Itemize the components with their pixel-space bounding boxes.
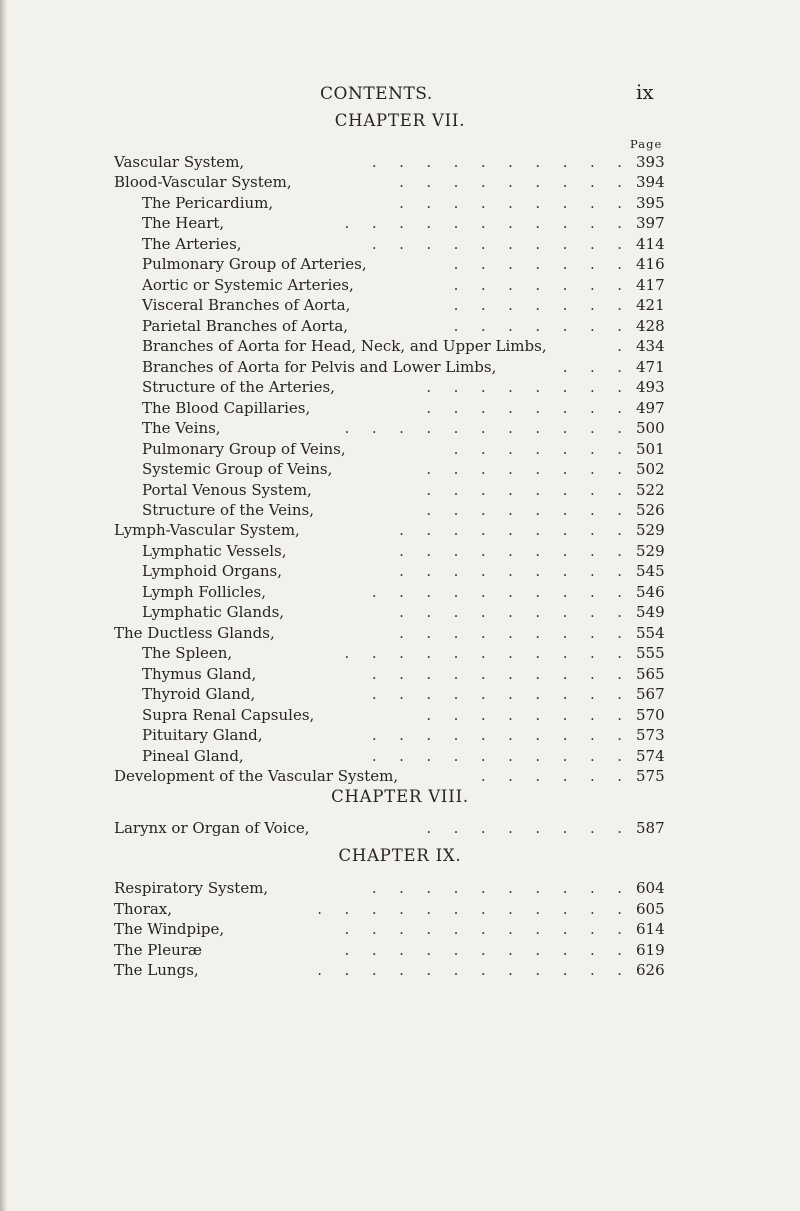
entry-page-number: 393 — [636, 153, 665, 171]
dot-leader: . . . . . . . — [453, 316, 622, 335]
entry-title: Pulmonary Group of Veins, — [142, 439, 346, 458]
entry-page-number: 529 — [636, 541, 665, 560]
entry-page-number: 397 — [636, 214, 665, 233]
entry-page-number: 614 — [636, 920, 665, 938]
toc-entry — [0, 663, 800, 685]
entry-title: Lymphatic Vessels, — [142, 541, 287, 560]
entry-page-number: 605 — [636, 899, 665, 918]
dot-leader: . . . — [562, 357, 622, 376]
entry-page-number: 421 — [636, 296, 665, 315]
toc-entry — [0, 397, 800, 419]
entry-title: Pineal Gland, — [142, 746, 244, 765]
entry-title: The Pleuræ — [114, 940, 203, 959]
dot-leader: . . . . . . . . . — [399, 562, 622, 581]
dot-leader: . . . . . . . . . . . — [344, 419, 622, 438]
entry-page-number: 395 — [636, 193, 665, 212]
chapter-heading: CHAPTER VIII. — [331, 787, 469, 806]
toc-entry — [0, 335, 800, 357]
entry-page-number: 529 — [636, 521, 665, 540]
entry-title: Lymph-Vascular System, — [114, 521, 300, 540]
entry-title: Thymus Gland, — [142, 664, 257, 683]
dot-leader: . . . . . . . . — [426, 705, 622, 724]
entry-title: Lymphoid Organs, — [142, 562, 282, 581]
entry-title: Structure of the Arteries, — [142, 378, 335, 397]
dot-leader: . . . . . . . . . . . — [344, 214, 622, 233]
entry-page-number: 471 — [636, 357, 665, 376]
entry-page-number: 604 — [636, 879, 665, 897]
entry-title: The Spleen, — [142, 644, 233, 663]
toc-entry — [0, 622, 800, 644]
entry-page-number: 570 — [636, 705, 665, 724]
entry-page-number: 502 — [636, 460, 665, 479]
entry-page-number: 575 — [636, 767, 665, 786]
entry-title: Vascular System, — [114, 153, 245, 171]
dot-leader: . . . . . . . . . — [399, 603, 622, 622]
dot-leader: . . . . . . . . — [426, 819, 622, 837]
toc-entry — [0, 253, 800, 275]
entry-page-number: 567 — [636, 685, 665, 704]
entry-page-number: 546 — [636, 582, 665, 601]
chapter-heading: CHAPTER VII. — [334, 111, 466, 130]
entry-page-number: 501 — [636, 439, 665, 458]
entry-title: Lymphatic Glands, — [142, 603, 285, 622]
entry-page-number: 500 — [636, 419, 665, 438]
toc-entry — [0, 724, 800, 746]
entry-page-number: 417 — [636, 275, 665, 294]
entry-page-number: 428 — [636, 316, 665, 335]
dot-leader: . . . . . . . . . . — [371, 746, 622, 765]
dot-leader: . . . . . . . . . . — [371, 582, 622, 601]
chapter-heading: CHAPTER IX. — [338, 846, 462, 865]
toc-entry — [0, 959, 800, 981]
toc-entry — [0, 212, 800, 234]
dot-leader: . . . . . . . . . . . — [344, 920, 622, 938]
entry-page-number: 394 — [636, 173, 665, 192]
entry-title: The Heart, — [142, 214, 225, 233]
dot-leader: . . . . . . . . — [426, 500, 622, 519]
toc-entry — [0, 939, 800, 961]
dot-leader: . . . . . . . . . — [399, 173, 622, 192]
entry-title: Pituitary Gland, — [142, 726, 263, 745]
entry-page-number: 554 — [636, 623, 665, 642]
toc-entry — [0, 458, 800, 480]
toc-entry — [0, 233, 800, 255]
dot-leader: . . . . . . . . . . — [371, 153, 622, 171]
dot-leader: . . . . . . . . . . . . — [317, 961, 622, 979]
entry-title: Aortic or Systemic Arteries, — [142, 275, 354, 294]
entry-title: Branches of Aorta for Pelvis and Lower Limbs, — [142, 357, 497, 376]
entry-page-number: 493 — [636, 378, 665, 397]
dot-leader: . . . . . . . — [453, 296, 622, 315]
toc-entry — [0, 274, 800, 296]
entry-page-number: 565 — [636, 664, 665, 683]
dot-leader: . . . . . . . . . . . . — [317, 899, 622, 918]
page-column-label: Page — [630, 137, 663, 151]
entry-title: The Blood Capillaries, — [142, 398, 311, 417]
entry-title: Visceral Branches of Aorta, — [142, 296, 351, 315]
entry-title: Development of the Vascular System, — [114, 767, 399, 786]
dot-leader: . — [617, 337, 622, 356]
entry-title: Parietal Branches of Aorta, — [142, 316, 349, 335]
dot-leader: . . . . . . . . . — [399, 193, 622, 212]
entry-page-number: 549 — [636, 603, 665, 622]
toc-entry — [0, 499, 800, 521]
page-number: ix — [636, 80, 654, 104]
entry-page-number: 555 — [636, 644, 665, 663]
entry-page-number: 626 — [636, 961, 665, 979]
toc-entry — [0, 683, 800, 705]
toc-entry — [0, 356, 800, 378]
entry-page-number: 545 — [636, 562, 665, 581]
entry-title: The Arteries, — [142, 234, 242, 253]
toc-entry — [0, 540, 800, 562]
toc-entry — [0, 519, 800, 541]
toc-entry — [0, 601, 800, 623]
toc-entry — [0, 151, 800, 173]
entry-title: Blood-Vascular System, — [114, 173, 292, 192]
dot-leader: . . . . . . . — [453, 439, 622, 458]
toc-entry — [0, 704, 800, 726]
dot-leader: . . . . . . . . — [426, 480, 622, 499]
entry-page-number: 414 — [636, 234, 665, 253]
dot-leader: . . . . . . . . . — [399, 623, 622, 642]
toc-entry — [0, 438, 800, 460]
dot-leader: . . . . . . . . . — [399, 541, 622, 560]
dot-leader: . . . . . . . . — [426, 378, 622, 397]
dot-leader: . . . . . . — [480, 767, 622, 786]
dot-leader: . . . . . . . . — [426, 398, 622, 417]
dot-leader: . . . . . . . . . . — [371, 685, 622, 704]
entry-title: Structure of the Veins, — [142, 500, 314, 519]
entry-title: Portal Venous System, — [142, 480, 312, 499]
toc-entry — [0, 581, 800, 603]
entry-page-number: 587 — [636, 819, 665, 837]
entry-page-number: 574 — [636, 746, 665, 765]
entry-title: Systemic Group of Veins, — [142, 460, 333, 479]
toc-entry — [0, 560, 800, 582]
entry-title: Thorax, — [114, 899, 173, 918]
dot-leader: . . . . . . . . . . — [371, 879, 622, 897]
toc-entry — [0, 315, 800, 337]
toc-entry — [0, 192, 800, 214]
dot-leader: . . . . . . . . . . — [371, 664, 622, 683]
entry-title: The Lungs, — [114, 961, 199, 979]
entry-page-number: 526 — [636, 500, 665, 519]
dot-leader: . . . . . . . . . . . — [344, 644, 622, 663]
entry-title: The Veins, — [142, 419, 221, 438]
dot-leader: . . . . . . . — [453, 255, 622, 274]
page-header — [0, 80, 800, 110]
entry-page-number: 619 — [636, 940, 665, 959]
entry-page-number: 573 — [636, 726, 665, 745]
entry-title: Supra Renal Capsules, — [142, 705, 315, 724]
entry-title: Pulmonary Group of Arteries, — [142, 255, 367, 274]
toc-entry — [0, 918, 800, 940]
toc-entry — [0, 765, 800, 787]
entry-title: The Pericardium, — [142, 193, 274, 212]
entry-page-number: 497 — [636, 398, 665, 417]
toc-entry — [0, 294, 800, 316]
running-title: CONTENTS. — [320, 84, 433, 104]
toc-entry — [0, 817, 800, 839]
toc-entry — [0, 376, 800, 398]
toc-entry — [0, 898, 800, 920]
entry-page-number: 522 — [636, 480, 665, 499]
dot-leader: . . . . . . . . . . — [371, 234, 622, 253]
dot-leader: . . . . . . . — [453, 275, 622, 294]
dot-leader: . . . . . . . . . — [399, 521, 622, 540]
toc-entry — [0, 745, 800, 767]
entry-title: Respiratory System, — [114, 879, 269, 897]
dot-leader: . . . . . . . . . . . — [344, 940, 622, 959]
entry-title: Larynx or Organ of Voice, — [114, 819, 310, 837]
entry-page-number: 434 — [636, 337, 665, 356]
dot-leader: . . . . . . . . . . — [371, 726, 622, 745]
toc-entry — [0, 479, 800, 501]
entry-title: Branches of Aorta for Head, Neck, and Upper Limbs, — [142, 337, 547, 356]
dot-leader: . . . . . . . . — [426, 460, 622, 479]
entry-title: The Ductless Glands, — [114, 623, 275, 642]
toc-entry — [0, 171, 800, 193]
entry-page-number: 416 — [636, 255, 665, 274]
entry-title: The Windpipe, — [114, 920, 225, 938]
entry-title: Thyroid Gland, — [142, 685, 256, 704]
toc-entry — [0, 417, 800, 439]
entry-title: Lymph Follicles, — [142, 582, 266, 601]
toc-entry — [0, 877, 800, 899]
toc-entry — [0, 642, 800, 664]
